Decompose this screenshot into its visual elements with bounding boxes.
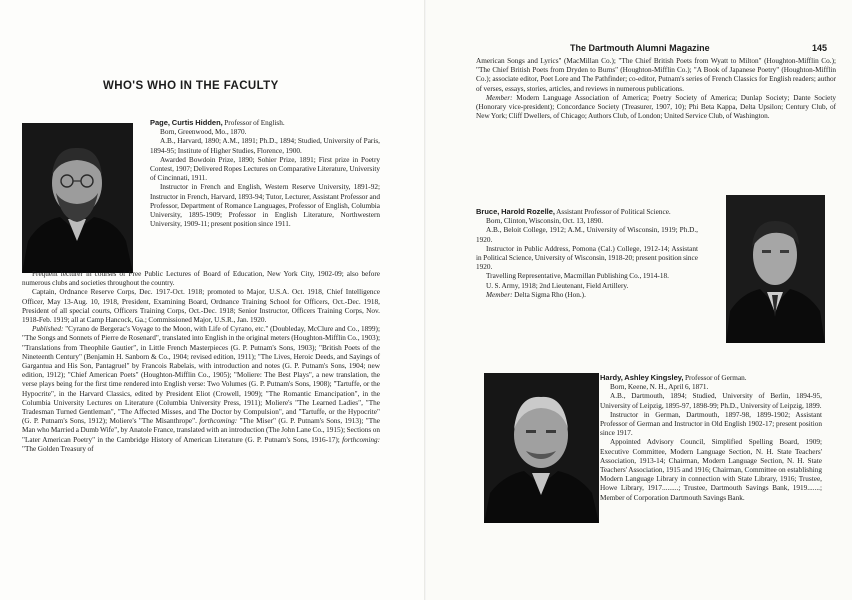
member-label: Member: xyxy=(486,93,513,102)
entry-army: U. S. Army, 1918; 2nd Lieutenant, Field Artillery. xyxy=(486,281,629,290)
entry-born: Born, Clinton, Wisconsin, Oct. 13, 1890. xyxy=(486,217,604,226)
entry-degrees: A.B., Dartmouth, 1894; Studied, University of Berlin, 1894-95, University of Leipzig, 1895-97, 1898-99; Ph.D., University of Leipzig, 1899. xyxy=(600,392,822,410)
entry-awards: Awarded Bowdoin Prize, 1890; Sohier Prize, 1891; First prize in Poetry Contest, 1907; Delivered Ropes Lectures on Comparative Literature, University of Cincinnati, 1911. xyxy=(150,155,380,183)
member-list: Delta Sigma Rho (Hon.). xyxy=(514,290,586,299)
section-title: WHO'S WHO IN THE FACULTY xyxy=(103,80,279,92)
portrait-photo-harold-bruce xyxy=(726,195,825,343)
entry-military: Captain, Ordnance Reserve Corps, Dec. 1917-Oct. 1918; promoted to Major, U.S.A. Oct. 1918, Chief Intelligence Officer, May 13-Aug. 10, 1918, President, Examining Board, Ordnance Training School for Officers, Oct.-Dec. 1918, President of all special courts, Officers Training Corps, Oct.-Dec. 1918; Senior Instructor, Officers Training Corps, Nov. 1918-Feb. 1919; all at Camp Hancock, Ga.; Commissioned Major, U.S.R., Jan. 1920. xyxy=(22,288,380,325)
entry-degrees: A.B., Beloit College, 1912; A.M., University of Wisconsin, 1919; Ph.D., 1920. xyxy=(476,226,698,244)
entry-name: Bruce, Harold Rozelle, xyxy=(476,207,556,216)
entry-appointed: Appointed Advisory Council, Simplified Spelling Board, 1909; Executive Committee, Modern Language Section, N. H. State Teachers' Association, 1913-14; Chairman, Modern Language Section, N. H. State Teachers' Association, 1915 and 1916; Chairman, Committee on establishing Modern Language Library in connection with State Library, 1916; Trustee, Howe Library, 1917.........; Trustee, Dartmouth Savings Bank, 1919.......; Member of Corporation Dartmouth Savings Bank. xyxy=(600,438,822,502)
forthcoming-list: "The Miser" (G. P. Putnam's Sons, 1913); "The Man who Married a Dumb Wife", by Anatole France, translated with an introduction (The John Lane Co., 1915); Sections on "Later American Poetry" in the Cambridge History of American Literature (G. P. Putnam's Sons, 1916-17); xyxy=(22,417,381,444)
entry-name: Hardy, Ashley Kingsley, xyxy=(600,373,684,382)
entry-title: Professor of German. xyxy=(684,374,747,382)
entry-career: Instructor in French and English, Western Reserve University, 1891-92; Instructor in French, Harvard, 1893-94; Tutor, Lecturer, Assistant Professor and Professor, Department of Romance Languages, Professor of English, Columbia University, 1895-1909; Professor in English Literature, Northwestern University, 1909-11; present position since 1911. xyxy=(150,183,380,229)
portrait-photo-ashley-hardy xyxy=(484,373,599,523)
running-head: The Dartmouth Alumni Magazine xyxy=(570,43,710,53)
portrait-illustration xyxy=(726,195,825,343)
entry-lecturer: Frequent lecturer in courses of Free Public Lectures of Board of Education, New York City, 1902-09; also before numerous clubs and societies throughout the country. xyxy=(22,270,380,288)
entry-curtis-page-continued xyxy=(476,57,836,121)
portrait-illustration xyxy=(484,373,599,523)
entry-title: Professor of English. xyxy=(224,119,285,127)
member-label: Member: xyxy=(486,290,513,299)
right-page xyxy=(426,0,852,600)
portrait-photo-curtis-page xyxy=(22,123,133,273)
entry-name: Page, Curtis Hidden, xyxy=(150,118,223,127)
entry-publications xyxy=(22,325,380,454)
continuation-text: American Songs and Lyrics" (MacMillan Co.); "The Chief British Poets from Wyatt to Milton" (Houghton-Mifflin Co.); "The Chief British Poets from Dryden to Burns" (Houghton-Mifflin Co.); "A Book of Japanese Poetry" (Houghton-Mifflin Co.); associate editor, Poet Lore and The Pathfinder; co-editor, Putnam's series of French Classics for English readers; author of verses, essays, stories, articles, and reviews in numerous publications. xyxy=(476,57,836,93)
forthcoming-list: "The Golden Treasury of xyxy=(22,444,94,453)
entry-born: Born, Keene, N. H., April 6, 1871. xyxy=(610,383,709,392)
entry-degrees: A.B., Harvard, 1890; A.M., 1891; Ph.D., 1894; Studied, University of Paris, 1894-95; Institute of Higher Studies, Florence, 1900. xyxy=(150,137,380,155)
entry-born: Born, Greenwood, Mo., 1870. xyxy=(160,128,247,137)
page-number: 145 xyxy=(812,43,828,53)
forthcoming-label: forthcoming: xyxy=(342,435,380,444)
entry-harold-bruce xyxy=(476,207,698,300)
portrait-illustration xyxy=(22,123,133,273)
entry-ashley-hardy xyxy=(600,373,822,503)
forthcoming-label: forthcoming: xyxy=(199,417,238,426)
entry-title: Assistant Professor of Political Science. xyxy=(556,208,671,216)
member-list: Modern Language Association of America; Poetry Society of America; Dunlap Society; Dante Society (Honorary vice-president); Concordance Society (Treasurer, 1907, 10); Phi Beta Kappa, Delta Upsilon; Century Club, of New York; Cliff Dwellers, of Chicago; Authors Club, of London; United Service Club, of Washington. xyxy=(476,93,837,121)
entry-career: Instructor in Public Address, Pomona (Cal.) College, 1912-14; Assistant in Political Science, University of Wisconsin, 1918-20; present position since 1920. xyxy=(476,244,698,272)
entry-curtis-page-header xyxy=(150,118,380,229)
entry-career: Instructor in German, Dartmouth, 1897-98, 1899-1902; Assistant Professor of German and Instructor in Old English 1902-17; present position since 1917. xyxy=(600,410,822,438)
entry-travelling: Travelling Representative, Macmillan Publishing Co., 1914-18. xyxy=(486,272,669,281)
published-label: Published: xyxy=(32,325,64,334)
published-list: "Cyrano de Bergerac's Voyage to the Moon, with Life of Cyrano, etc." (Doubleday, McClure and Co., 1899); "The Songs and Sonnets of Pierre de Rosenard", translated into English in the original meters (Houghton-Mifflin Co., 1903); "Translations from Theophile Gautier", in Little French Masterpieces (G. P. Putnam's Sons, 1903); "British Poets of the Nineteenth Century" (Benjamin H. Sanborn & Co., 1904; revised edition, 1911); "The Lives, Heroic Deeds, and Sayings of Gargantua and His Son, Pantagruel" by Francois Rabelais, with introduction and notes (G. P. Putnam's Sons, 1904; new edition, 1912); "Chief American Poets" (Houghton-Mifflin Co., 1905); "Moliere: The Best Plays", a new translation, the verse plays being for the first time rendered into English verse: Two Volumes (G. P. Putnam's Sons, 1908); "Tartuffe, or the Hypocrite", in the Harvard Classics, edited by President Eliot (Crowell, 1909); "The Romantic Emancipation", in the Columbia University Lectures on Literature (Columbia University Press, 1911); Moliere's "The Learned Ladies", "The Tradesman Turned Gentleman", "The Affected Misses, and The Doctor by Compulsion", and "Tartuffe, or the Hypocrite" (G. P. Putnam's Sons, 1912); Moliere's "The Misanthrope". xyxy=(22,325,380,426)
entry-curtis-page-body xyxy=(22,270,380,454)
